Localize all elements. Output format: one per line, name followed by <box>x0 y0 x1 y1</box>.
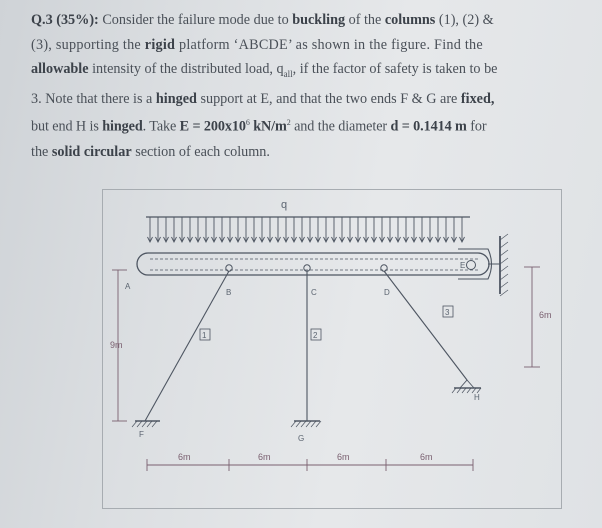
question-number: Q.3 (35%): <box>31 12 99 28</box>
text-span: for <box>466 118 487 135</box>
text-span: support at E, and that the two ends F & G are <box>196 90 461 107</box>
text-bold: columns <box>384 12 436 28</box>
dim-label-right: 6m <box>539 310 552 320</box>
text-span: but end H is <box>31 118 103 135</box>
label-a: A <box>125 282 131 291</box>
text-sub: all <box>283 69 293 80</box>
text-bold: hinged <box>102 118 143 135</box>
rigid-platform <box>137 253 489 275</box>
text-bold: d = 0.1414 m <box>390 118 467 135</box>
support-h <box>460 380 474 388</box>
text-span: the <box>31 143 52 160</box>
label-b: B <box>226 288 232 297</box>
text-sup: 2 <box>286 118 291 128</box>
member-label-2: 2 <box>313 331 318 340</box>
label-h: H <box>474 393 480 402</box>
text-span: , if the factor of safety is taken to be <box>292 61 498 78</box>
label-f: F <box>139 430 144 439</box>
text-bold: allowable <box>31 61 89 78</box>
dim-label-span-2: 6m <box>258 452 271 462</box>
text-span: . Take <box>142 118 180 135</box>
dim-label-left: 9m <box>110 340 123 350</box>
pin-d <box>381 265 387 271</box>
text-bold: E = 200x10 <box>179 118 246 135</box>
text-bold: fixed, <box>460 90 495 107</box>
text-span: section of each column. <box>131 143 270 160</box>
text-span: platform ‘ABCDE’ as shown in the figure. Find the <box>175 36 483 53</box>
label-c: C <box>311 288 317 297</box>
member-label-3: 3 <box>445 308 450 317</box>
text-span: intensity of the distributed load, q <box>88 61 284 78</box>
text-bold: kN/m <box>249 118 287 135</box>
text-sup: 6 <box>245 118 250 128</box>
hinge-pin-e <box>467 261 476 270</box>
column-1 <box>145 271 232 421</box>
text-span: of the <box>345 12 385 28</box>
text-bold: solid circular <box>51 143 132 160</box>
text-span: Consider the failure mode due to <box>102 12 293 28</box>
load-label: q <box>281 199 288 211</box>
text-bold: buckling <box>292 12 346 28</box>
label-d: D <box>384 288 390 297</box>
text-span: (1), (2) & <box>435 12 494 28</box>
column-3 <box>384 271 467 380</box>
distributed-load <box>146 217 470 242</box>
label-g: G <box>298 434 305 443</box>
support-g-hatch <box>291 421 321 427</box>
text-span: and the diameter <box>290 118 391 135</box>
load-arrows <box>148 217 465 242</box>
text-bold: hinged <box>155 90 197 107</box>
dim-right-height <box>524 267 540 367</box>
label-e: E <box>460 261 466 270</box>
wall-hatch-e <box>500 234 508 296</box>
pin-b <box>226 265 232 271</box>
dim-label-span-4: 6m <box>420 452 433 462</box>
support-f-hatch <box>132 421 157 427</box>
text-bold: rigid <box>144 36 176 53</box>
dim-label-span-1: 6m <box>178 452 191 462</box>
dim-label-span-3: 6m <box>337 452 350 462</box>
text-span: (3), supporting the <box>31 36 145 53</box>
member-label-1: 1 <box>202 331 207 340</box>
text-span: 3. Note that there is a <box>31 90 156 107</box>
